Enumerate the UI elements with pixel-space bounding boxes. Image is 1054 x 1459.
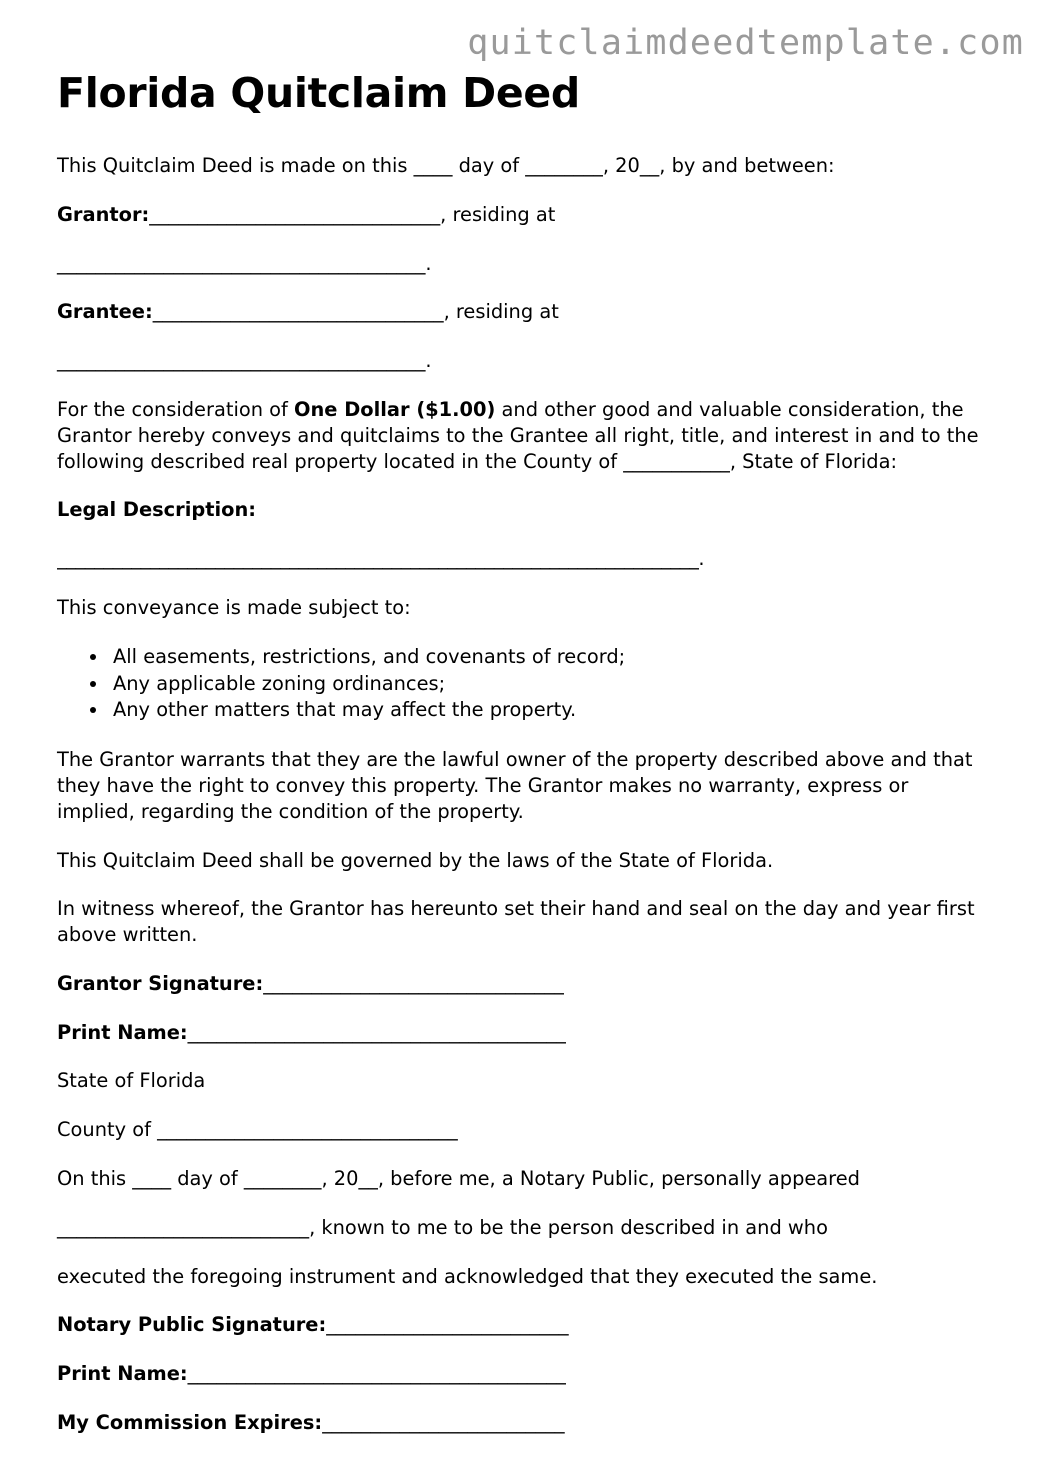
document-body (57, 69, 991, 1459)
grantor-label: Grantor: (57, 202, 150, 226)
consideration-rest-a: and other good and valuable consideration, the Grantor hereby conveys and quitclaims to the Grantee all right, title, and interest in and to the following described real property located in the County of (57, 398, 979, 473)
legal-description-blank[interactable]: _____________________________________________________________________ (57, 547, 699, 571)
grantor-name-blank[interactable]: ______________________________ (149, 202, 441, 226)
page-title: Florida Quitclaim Deed (57, 69, 580, 117)
grantee-address-blank[interactable]: ______________________________________ (57, 349, 426, 373)
legal-description-heading (57, 497, 991, 523)
list-item: • All easements, restrictions, and covenants of record; (109, 644, 991, 671)
consideration-lead: For the consideration of (57, 398, 295, 422)
grantee-label: Grantee: (57, 300, 153, 324)
grantor-address-blank[interactable]: ______________________________________ (57, 251, 426, 275)
intro-paragraph (57, 153, 991, 179)
notary-ack-line-3: executed the foregoing instrument and acknowledged that they executed the same. (57, 1264, 878, 1288)
notary-signature-blank[interactable]: _________________________ (326, 1313, 569, 1337)
notary-ack-line-1: On this ____ day of ________, 20__, before me, a Notary Public, personally appeared (57, 1167, 860, 1191)
notary-signature-line (57, 1312, 991, 1338)
consideration-amount: One Dollar ($1.00) (294, 398, 496, 422)
legal-description-period: . (698, 547, 705, 571)
conditions-list (57, 644, 991, 724)
conveyance-intro: This conveyance is made subject to: (57, 596, 411, 620)
witness-paragraph: In witness whereof, the Grantor has hereunto set their hand and seal on the day and year first above written. (57, 897, 975, 947)
grantor-print-name-label: Print Name: (57, 1020, 188, 1044)
county-of-blank[interactable]: _______________________________ (157, 1118, 458, 1142)
notary-appeared-blank[interactable]: __________________________ (57, 1215, 310, 1239)
notary-ack-line-2-rest: , known to me to be the person described in and who (309, 1215, 828, 1239)
notary-print-name-blank[interactable]: _______________________________________ (187, 1362, 566, 1386)
grantor-signature-line (57, 971, 991, 997)
notary-ack-line-2 (57, 1215, 991, 1241)
grantee-address-line (57, 348, 991, 374)
grantor-address-line (57, 251, 991, 277)
governing-law-paragraph: This Quitclaim Deed shall be governed by the laws of the State of Florida. (57, 848, 774, 872)
commission-expires-line (57, 1410, 991, 1436)
county-of-line (57, 1117, 991, 1143)
grantor-print-name-blank[interactable]: _______________________________________ (187, 1020, 566, 1044)
legal-description-line (57, 546, 991, 572)
notary-print-name-line (57, 1361, 991, 1387)
grantee-residing-text: , residing at (443, 300, 559, 324)
watermark-text: quitclaimdeedtemplate.com (467, 23, 1024, 63)
grantee-address-period: . (425, 349, 432, 373)
grantee-name-blank[interactable]: ______________________________ (152, 300, 444, 324)
county-blank[interactable]: ___________ (623, 449, 730, 473)
warranty-paragraph: The Grantor warrants that they are the lawful owner of the property described above and that they have the right to convey this property. The Grantor makes no warranty, express or implied, regarding the condition of the property. (57, 748, 973, 823)
grantor-print-name-line (57, 1020, 991, 1046)
grantor-residing-text: , residing at (440, 202, 556, 226)
county-of-label: County of (57, 1118, 158, 1142)
list-item: • Any applicable zoning ordinances; (109, 671, 991, 698)
grantor-signature-blank[interactable]: _______________________________ (263, 971, 564, 995)
consideration-paragraph (57, 397, 991, 474)
notary-print-name-label: Print Name: (57, 1362, 188, 1386)
grantee-line (57, 299, 991, 325)
intro-text: This Quitclaim Deed is made on this ____ day of ________, 20__, by and between: (57, 154, 835, 178)
consideration-rest-b: , State of Florida: (729, 449, 898, 473)
commission-expires-blank[interactable]: _________________________ (322, 1411, 565, 1435)
commission-expires-label: My Commission Expires: (57, 1411, 323, 1435)
legal-description-label: Legal Description: (57, 498, 257, 522)
grantor-line (57, 202, 991, 228)
state-of-florida-line: State of Florida (57, 1069, 206, 1093)
grantor-address-period: . (425, 251, 432, 275)
list-item: • Any other matters that may affect the property. (109, 697, 991, 724)
grantor-signature-label: Grantor Signature: (57, 971, 264, 995)
notary-signature-label: Notary Public Signature: (57, 1313, 327, 1337)
